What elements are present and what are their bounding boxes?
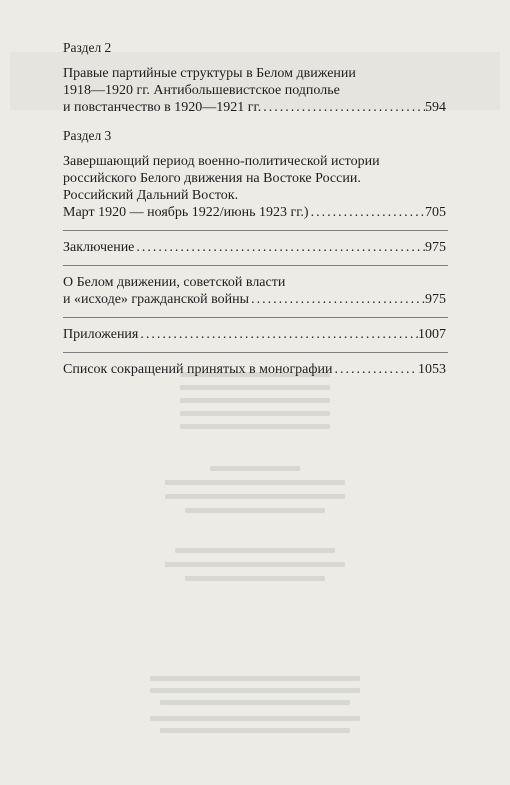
toc-entry-conclusion[interactable] bbox=[63, 239, 446, 256]
bleed-through-line bbox=[150, 676, 360, 681]
bleed-through-line bbox=[180, 424, 330, 429]
bleed-through-line bbox=[150, 716, 360, 721]
page-number: 1053 bbox=[418, 362, 446, 377]
bleed-through-line bbox=[165, 494, 345, 499]
toc-entry-essay[interactable] bbox=[63, 274, 446, 308]
entry-title-line: и повстанчество в 1920—1921 гг. bbox=[63, 100, 262, 115]
bleed-through-line bbox=[175, 548, 335, 553]
page-number: 705 bbox=[425, 205, 446, 220]
section-3-label: Раздел 3 bbox=[63, 128, 112, 143]
entry-title-line: Правые партийные структуры в Белом движении bbox=[63, 66, 356, 81]
entry-last-line bbox=[63, 239, 446, 256]
dot-leader bbox=[249, 291, 425, 308]
page-number: 1007 bbox=[418, 327, 446, 342]
bleed-through-line bbox=[210, 466, 300, 471]
entry-last-line bbox=[63, 99, 446, 116]
dot-leader bbox=[309, 204, 425, 221]
page-number: 975 bbox=[425, 240, 446, 255]
entry-title-line: и «исходе» гражданской войны bbox=[63, 292, 250, 307]
entry-last-line bbox=[63, 204, 446, 221]
entry-title-line: Список сокращений принятых в монографии bbox=[63, 362, 333, 377]
toc-entry-abbreviations[interactable] bbox=[63, 361, 446, 378]
bleed-through-line bbox=[150, 688, 360, 693]
bleed-through-line bbox=[160, 728, 350, 733]
entry-title-line: Завершающий период военно-политической истории bbox=[63, 154, 380, 169]
page-number: 594 bbox=[425, 100, 446, 115]
entry-title-line: российского Белого движения на Востоке России. bbox=[63, 171, 361, 186]
bleed-through-line bbox=[180, 398, 330, 403]
toc-entry-appendix[interactable] bbox=[63, 326, 446, 343]
dot-leader bbox=[332, 361, 418, 378]
divider bbox=[63, 230, 448, 231]
bleed-through-line bbox=[185, 508, 325, 513]
table-of-contents bbox=[63, 40, 446, 378]
spacer bbox=[63, 116, 446, 128]
bleed-through-line bbox=[185, 576, 325, 581]
entry-title-line: Приложения bbox=[63, 327, 139, 342]
divider bbox=[63, 317, 448, 318]
dot-leader bbox=[138, 326, 418, 343]
entry-title-line: 1918—1920 гг. Антибольшевистское подполье bbox=[63, 83, 340, 98]
bleed-through-line bbox=[165, 480, 345, 485]
toc-entry-section-2[interactable] bbox=[63, 65, 446, 116]
entry-title-line: Российский Дальний Восток. bbox=[63, 188, 239, 203]
entry-last-line bbox=[63, 326, 446, 343]
divider bbox=[63, 352, 448, 353]
section-2-label: Раздел 2 bbox=[63, 40, 112, 55]
bleed-through-line bbox=[165, 562, 345, 567]
bleed-through-line bbox=[160, 700, 350, 705]
bleed-through-line bbox=[180, 411, 330, 416]
entry-title-line: Март 1920 — ноябрь 1922/июнь 1923 гг.) bbox=[63, 205, 309, 220]
entry-title-line: О Белом движении, советской власти bbox=[63, 275, 286, 290]
page-number: 975 bbox=[425, 292, 446, 307]
dot-leader bbox=[261, 99, 425, 116]
toc-entry-section-3[interactable] bbox=[63, 153, 446, 221]
entry-last-line bbox=[63, 361, 446, 378]
entry-title-line: Заключение bbox=[63, 240, 135, 255]
bleed-through-line bbox=[180, 385, 330, 390]
entry-last-line bbox=[63, 291, 446, 308]
dot-leader bbox=[134, 239, 425, 256]
divider bbox=[63, 265, 448, 266]
